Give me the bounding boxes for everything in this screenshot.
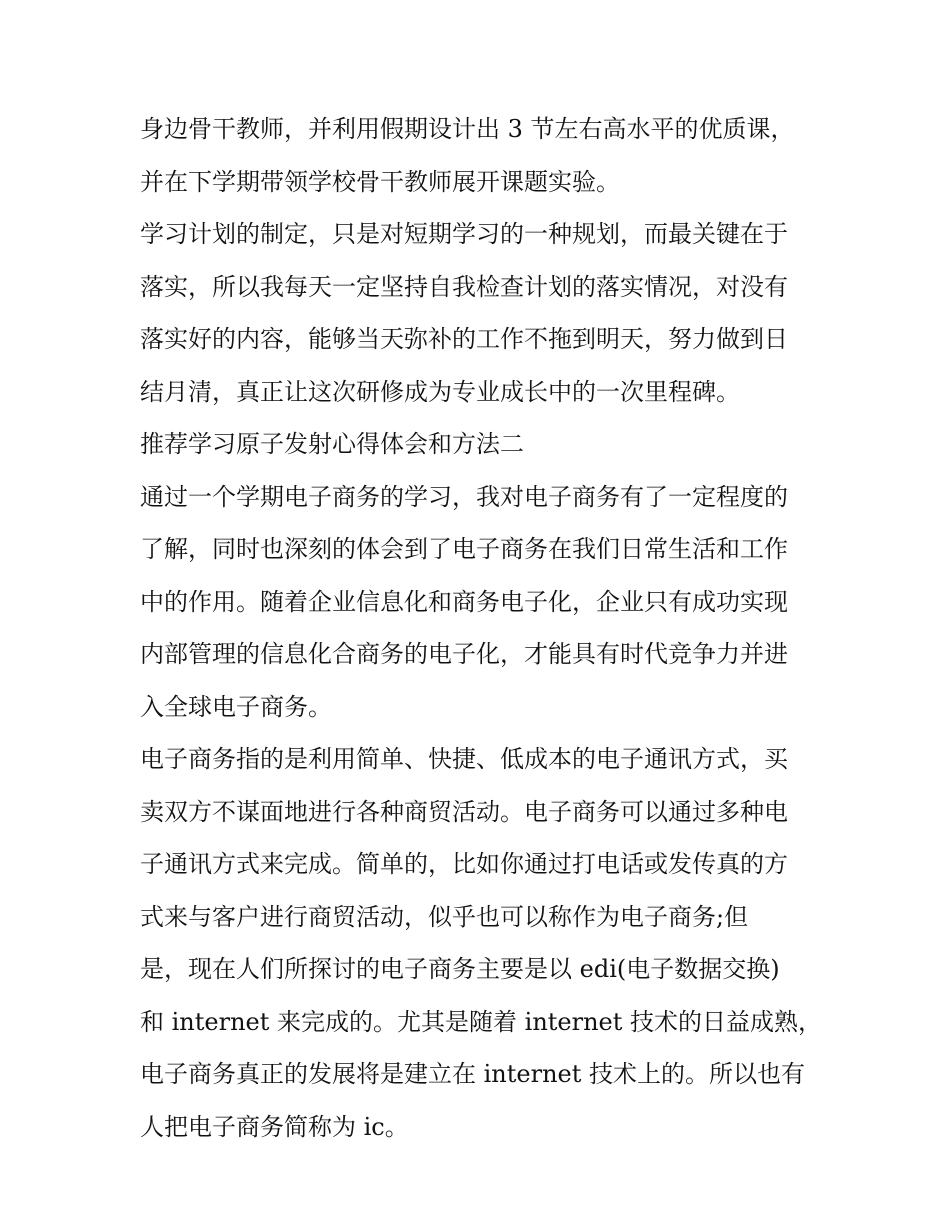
text-line: 中的作用。随着企业信息化和商务电子化，企业只有成功实现 (140, 587, 788, 616)
text-line: 子通讯方式来完成。简单的，比如你通过打电话或发传真的方 (140, 850, 788, 878)
text-line: 卖双方不谋面地进行各种商贸活动。电子商务可以通过多种电 (140, 797, 788, 826)
text-line: 电子商务真正的发展将是建立在 internet 技术上的。所以也有 (140, 1060, 806, 1088)
text-line: 是，现在人们所探讨的电子商务主要是以 edi(电子数据交换) (140, 955, 780, 983)
text-line: 学习计划的制定，只是对短期学习的一种规划，而最关键在于 (140, 220, 788, 248)
text-line: 身边骨干教师，并利用假期设计出 3 节左右高水平的优质课， (140, 115, 795, 143)
text-line: 并在下学期带领学校骨干教师展开课题实验。 (140, 167, 620, 196)
text-line: 内部管理的信息化合商务的电子化，才能具有时代竞争力并进 (140, 640, 788, 668)
text-line: 落实，所以我每天一定坚持自我检查计划的落实情况，对没有 (140, 272, 788, 301)
document-page (140, 103, 823, 1153)
section-heading: 推荐学习原子发射心得体会和方法二 (140, 430, 524, 458)
text-line: 式来与客户进行商贸活动，似乎也可以称作为电子商务;但 (140, 902, 749, 931)
text-line: 结月清，真正让这次研修成为专业成长中的一次里程碑。 (140, 377, 740, 406)
text-line: 通过一个学期电子商务的学习，我对电子商务有了一定程度的 (140, 482, 788, 511)
text-line: 电子商务指的是利用简单、快捷、低成本的电子通讯方式，买 (140, 745, 788, 773)
text-line: 和 internet 来完成的。尤其是随着 internet 技术的日益成熟， (140, 1007, 823, 1036)
text-line: 落实好的内容，能够当天弥补的工作不拖到明天，努力做到日 (140, 325, 788, 353)
text-line: 了解，同时也深刻的体会到了电子商务在我们日常生活和工作 (140, 535, 788, 563)
text-line: 入全球电子商务。 (140, 692, 332, 721)
text-line: 人把电子商务简称为 ic。 (140, 1112, 409, 1141)
